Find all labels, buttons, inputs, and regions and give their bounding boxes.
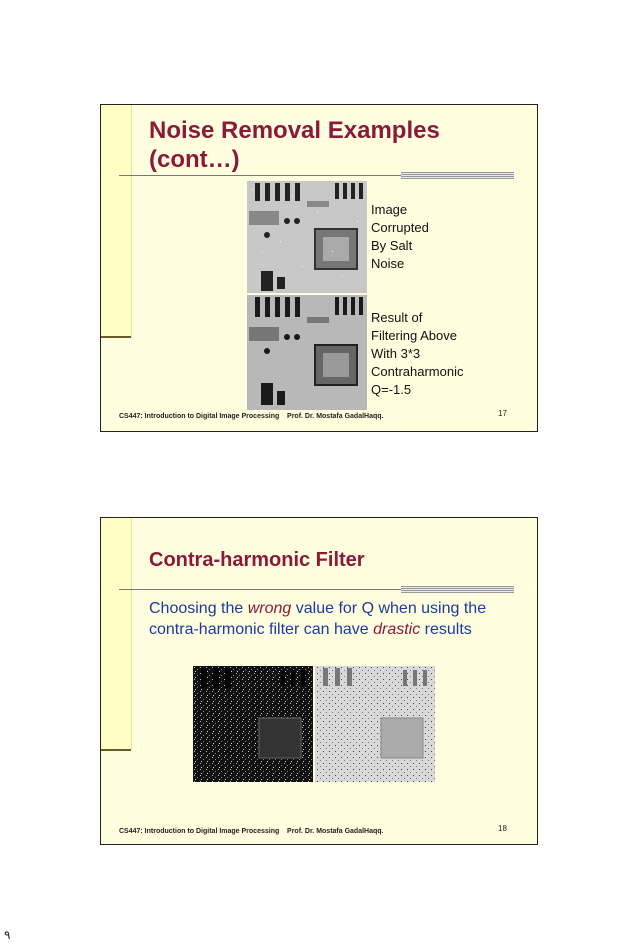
title-rule-stripes — [401, 586, 514, 593]
slide-bar-accent — [101, 749, 131, 751]
circuit-board-image — [247, 181, 367, 293]
title-line-2: (cont…) — [149, 145, 240, 173]
slide-title: Contra-harmonic Filter — [149, 549, 365, 571]
page-number: 17 — [498, 409, 507, 418]
page-number: 18 — [498, 824, 507, 833]
page-corner-mark: ٩ — [4, 928, 11, 942]
slide-18 — [100, 517, 538, 845]
body-emphasis-wrong: wrong — [247, 600, 292, 617]
slide-footer: CS447: Introduction to Digital Image Processing Prof. Dr. Mostafa GadalHaqq. — [119, 828, 384, 835]
caption-corrupted: Image Corrupted By Salt Noise — [371, 202, 429, 271]
noisy-dark-circuit-image — [193, 666, 313, 782]
wrong-q-result-dark — [193, 666, 313, 782]
corrupted-image — [247, 181, 367, 293]
slide-footer: CS447: Introduction to Digital Image Processing Prof. Dr. Mostafa GadalHaqq. — [119, 413, 384, 420]
body-part-1: Choosing the — [149, 600, 248, 617]
slide-side-bar — [101, 518, 132, 750]
slide-body-text — [149, 598, 519, 640]
circuit-board-image-filtered — [247, 295, 367, 410]
title-rule-stripes — [401, 172, 514, 179]
caption-filtered: Result of Filtering Above With 3*3 Contraharmonic Q=-1.5 — [371, 310, 464, 397]
body-emphasis-drastic: drastic — [373, 621, 421, 638]
body-part-2: value for Q when using the contra-harmonic filter can have — [149, 600, 487, 638]
body-part-3: results — [420, 621, 472, 638]
slide-side-bar — [101, 105, 132, 337]
title-line-1: Noise Removal Examples — [149, 117, 440, 144]
wrong-q-result-light — [315, 666, 435, 782]
filtered-image — [247, 295, 367, 410]
noisy-light-circuit-image — [315, 666, 435, 782]
slide-17 — [100, 104, 538, 432]
slide-bar-accent — [101, 336, 131, 338]
slide-title — [149, 117, 440, 175]
